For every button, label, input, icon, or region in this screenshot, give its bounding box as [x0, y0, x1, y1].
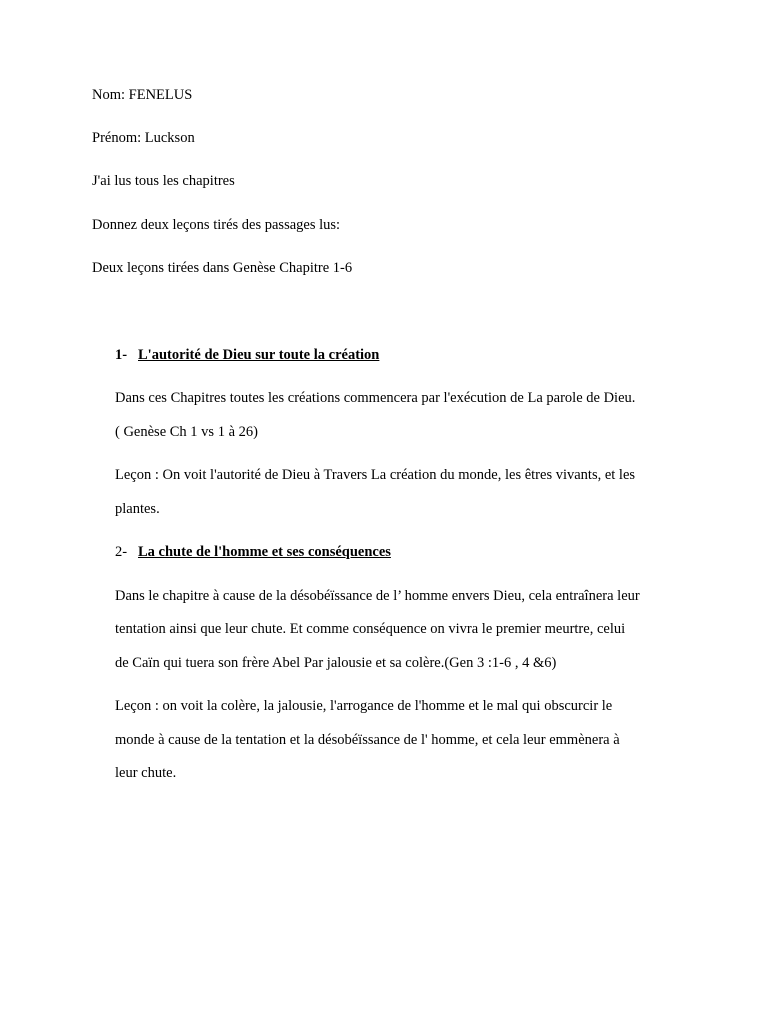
section-1-heading: L'autorité de Dieu sur toute la création: [138, 347, 380, 363]
section-1-paragraph-line: ( Genèse Ch 1 vs 1 à 26): [115, 424, 258, 440]
section-2-heading: La chute de l'homme et ses conséquences: [138, 544, 391, 560]
section-2-paragraph-line: de Caïn qui tuera son frère Abel Par jalousie et sa colère.(Gen 3 :1-6 , 4 &6): [115, 655, 557, 671]
section-2-number: 2-: [115, 544, 128, 560]
section-2-lesson-line: monde à cause de la tentation et la désobéïssance de l' homme, et cela leur emmènera à: [115, 732, 620, 748]
section-2-paragraph-line: Dans le chapitre à cause de la désobéïssance de l’ homme envers Dieu, cela entraînera leur: [115, 588, 640, 604]
section-1-lesson-line: Leçon : On voit l'autorité de Dieu à Travers La création du monde, les êtres vivants, et les: [115, 467, 636, 483]
student-last-name: Nom: FENELUS: [92, 87, 193, 103]
section-2-lesson-line: Leçon : on voit la colère, la jalousie, l'arrogance de l'homme et le mal qui obscurcir le: [115, 698, 613, 714]
section-1-number: 1-: [115, 347, 128, 363]
reading-statement: J'ai lus tous les chapitres: [92, 173, 235, 189]
section-1-lesson-line: plantes.: [115, 501, 160, 517]
student-first-name: Prénom: Luckson: [92, 130, 195, 146]
section-1-paragraph-line: Dans ces Chapitres toutes les créations commencera par l'exécution de La parole de Dieu.: [115, 390, 636, 406]
assignment-question: Donnez deux leçons tirés des passages lus:: [92, 217, 341, 233]
section-2-paragraph-line: tentation ainsi que leur chute. Et comme conséquence on vivra le premier meurtre, celui: [115, 621, 626, 637]
document-subtitle: Deux leçons tirées dans Genèse Chapitre 1-6: [92, 260, 353, 276]
section-2-lesson-line: leur chute.: [115, 765, 177, 781]
